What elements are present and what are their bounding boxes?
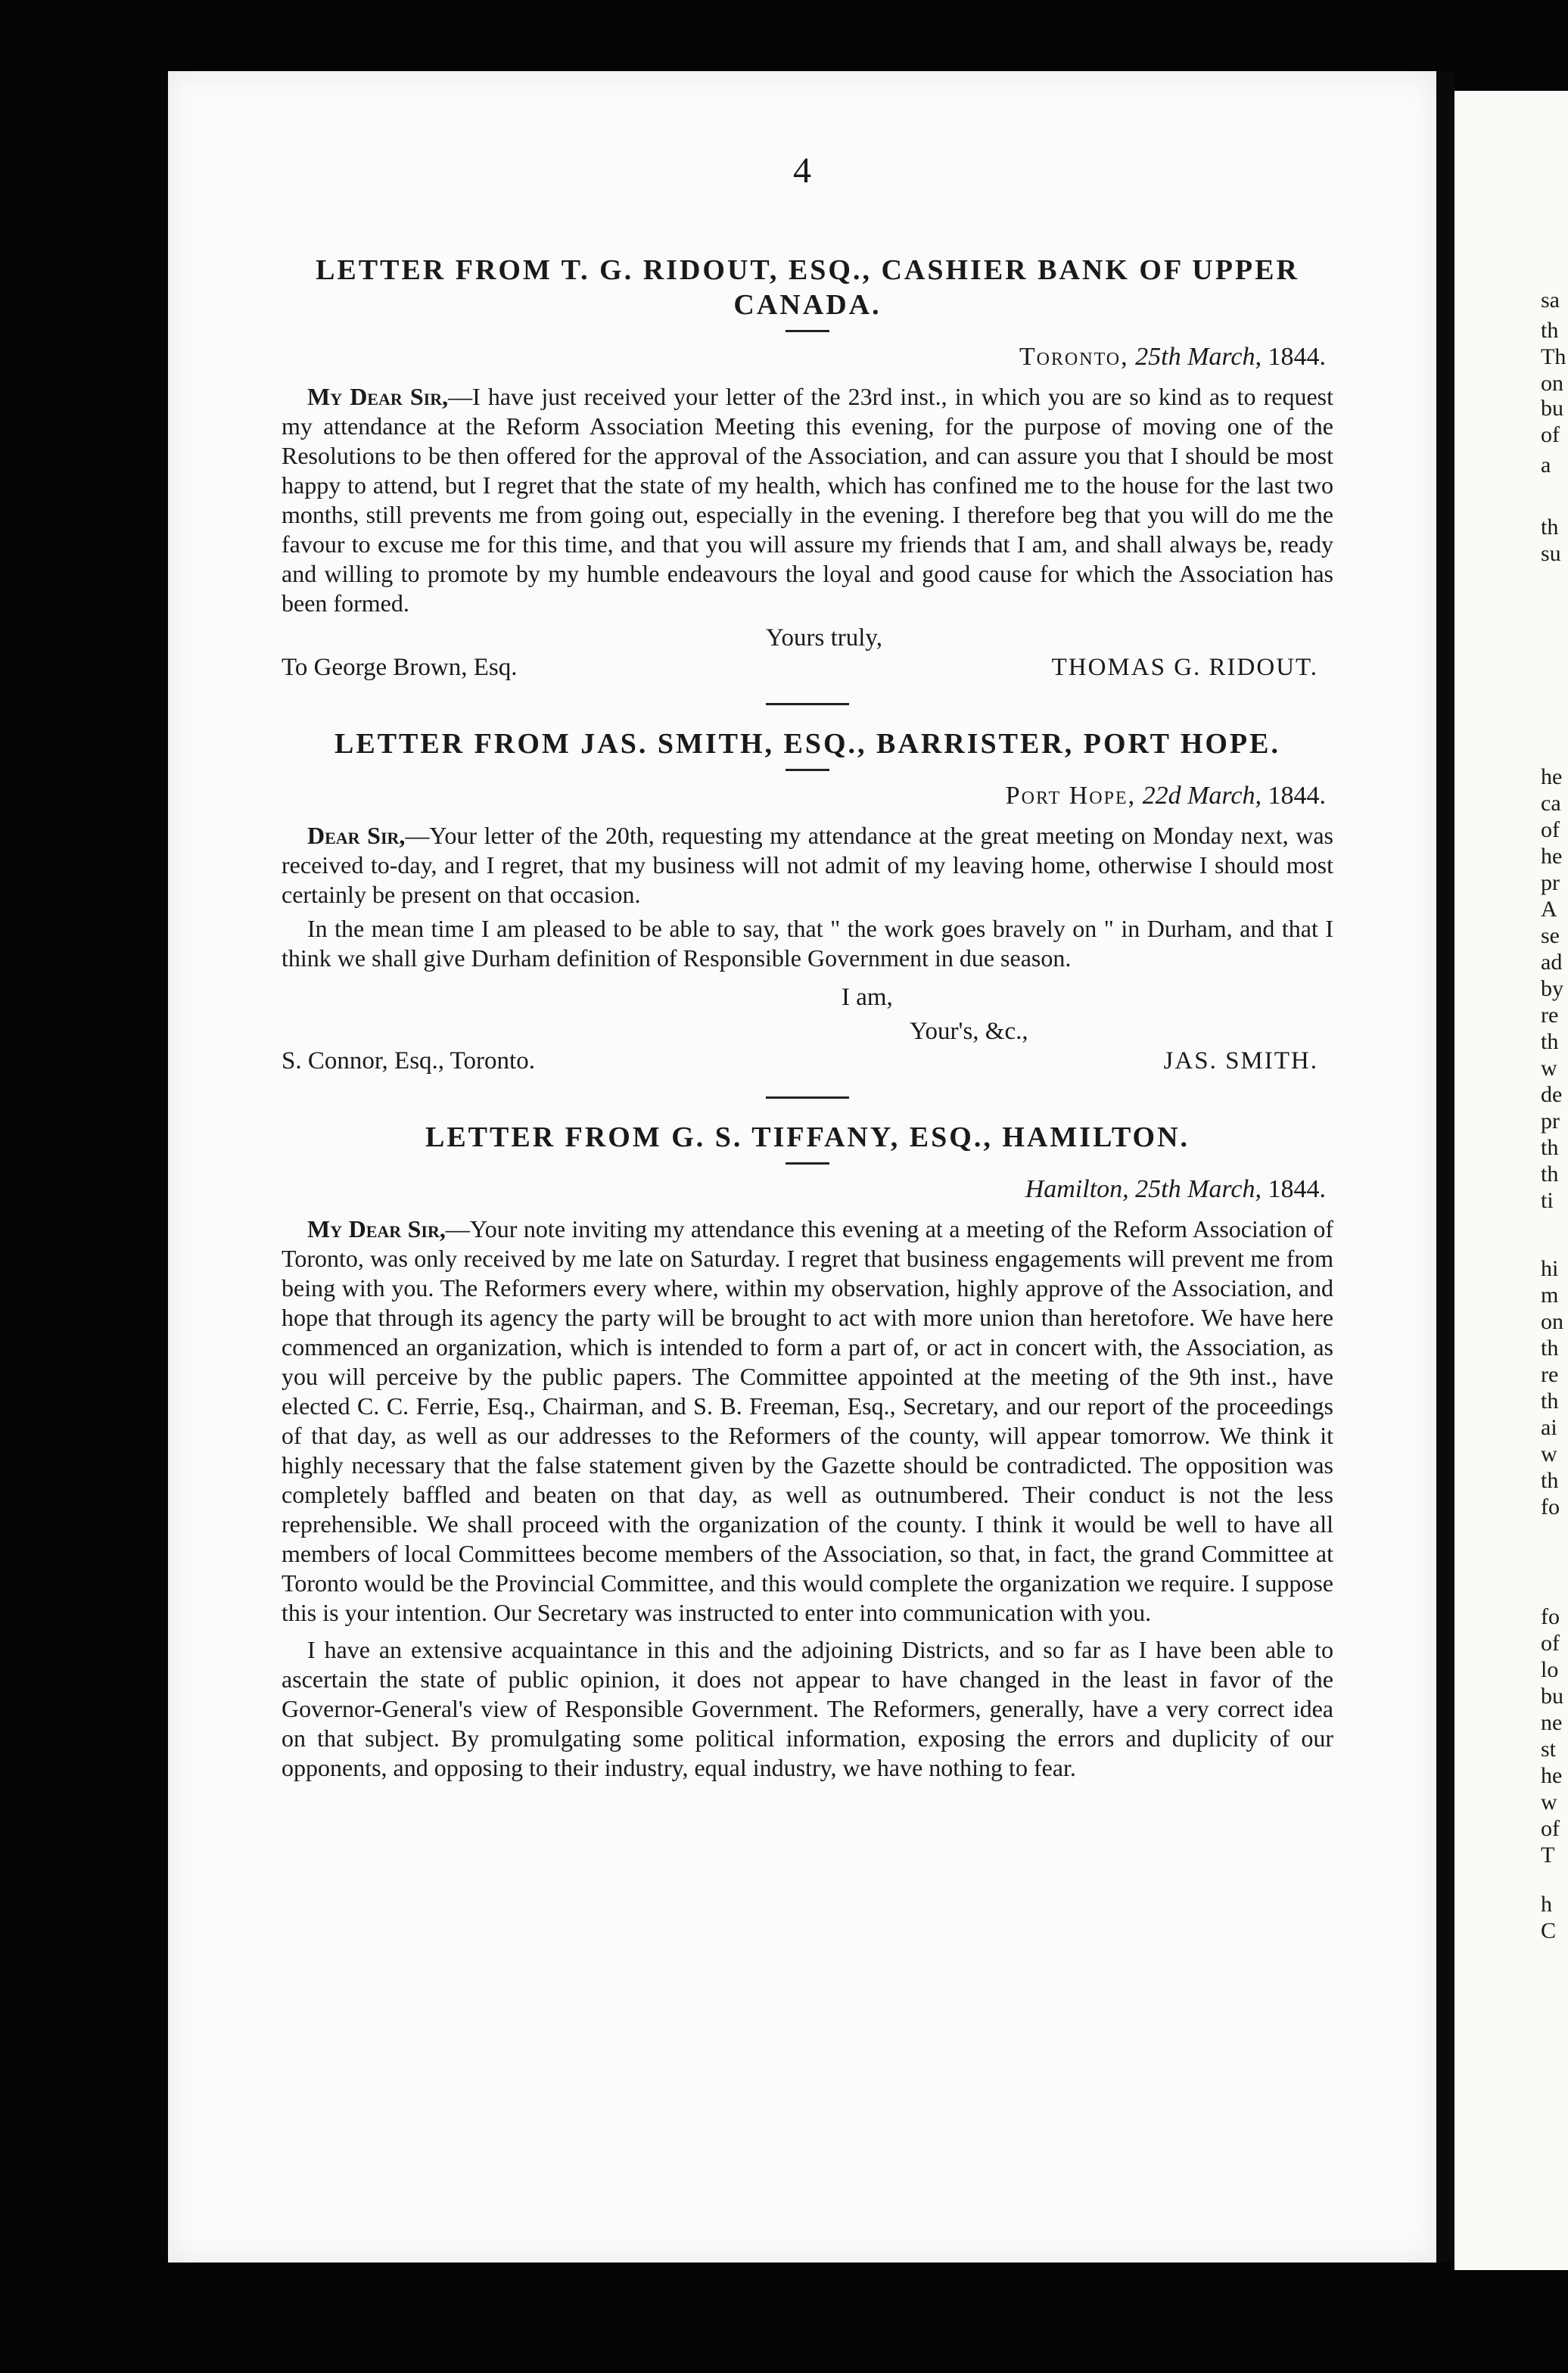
closing: Yours truly,	[766, 624, 883, 652]
adjacent-page-fragment: ne	[1541, 1710, 1563, 1735]
dateline-date: 25th March,	[1135, 1175, 1262, 1203]
dateline	[282, 782, 1326, 810]
adjacent-page-fragment: fo	[1541, 1494, 1560, 1519]
letter-paragraph	[282, 382, 1333, 618]
adjacent-page-edge	[1454, 91, 1568, 2270]
adjacent-page-fragment: T	[1541, 1843, 1555, 1868]
adjacent-page-fragment: he	[1541, 1763, 1563, 1788]
adjacent-page-fragment: h	[1541, 1892, 1552, 1917]
paragraph-text: —I have just received your letter of the 23rd inst., in which you are so kind as to request my attendance at the Reform Association Meeting this evening, for the purpose of moving one of the Resolutions to be then offered for the approval of the Association, and can assure you that I should be most happy to attend, but I regret that the state of my health, which has confined me to the house for the last two months, still prevents me from going out, especially in the evening. I therefore beg that you will do me the favour to excuse me for this time, and that you will assure my friends that I am, and shall always be, ready and willing to promote by my humble endeavours the loyal and good cause for which the Association has been formed.	[282, 383, 1333, 617]
adjacent-page-fragment: lo	[1541, 1657, 1559, 1682]
adjacent-page-fragment: bu	[1541, 396, 1563, 421]
paragraph-text: —Your note inviting my attendance this evening at a meeting of the Reform Association of Toronto, was only received by me late on Saturday. I regret that business engagements will prevent me from being with you. The Reformers every where, within my observation, highly approve of the Association, and hope that through its agency the party will be brought to act with more union than heretofore. We have here commenced an organization, which is intended to form a part of, or act in concert with, the Association, as you will perceive by the public papers. The Committee appointed at the meeting of the 9th inst., have elected C. C. Ferrie, Esq., Chairman, and S. B. Freeman, Esq., Secretary, and our report of the proceedings of that day, as well as our addresses to the Reformers of the county, will appear tomorrow. We think it highly necessary that the false statement given by the Gazette should be contradicted. The opposition was completely baffled and beaten on that day, as well as outnumbered. Their conduct is not the less reprehensible. We shall proceed with the organization of the county. I think it would be well to have all members of local Committees become members of the Association, so that, in fact, the grand Committee at Toronto would be the Provincial Committee, and this would complete the organization we require. I suppose this is your intention. Our Secretary was instructed to enter into communication with you.	[282, 1215, 1333, 1626]
adjacent-page-fragment: w	[1541, 1790, 1557, 1815]
dateline-date: 22d March,	[1142, 782, 1262, 810]
dateline-place: Hamilton,	[1025, 1175, 1129, 1203]
adjacent-page-fragment: w	[1541, 1442, 1557, 1466]
adjacent-page-fragment: m	[1541, 1283, 1559, 1308]
dateline	[282, 1175, 1326, 1204]
signature: THOMAS G. RIDOUT.	[1051, 654, 1318, 681]
heading-dash	[786, 1162, 829, 1165]
dateline-place: Toronto,	[1019, 343, 1129, 371]
salutation: Dear Sir,	[307, 822, 406, 849]
adjacent-page-fragment: re	[1541, 1362, 1559, 1387]
adjacent-page-fragment: sa	[1541, 288, 1560, 313]
page-gutter	[1436, 71, 1454, 2263]
section-divider	[766, 1096, 849, 1099]
closing-line-2: Your's, &c.,	[910, 1018, 1028, 1045]
salutation: My Dear Sir,	[307, 383, 449, 410]
adjacent-page-fragment: on	[1541, 371, 1563, 396]
dateline-year: 1844.	[1268, 1175, 1326, 1203]
adjacent-page-fragment: th	[1541, 1336, 1559, 1361]
letter-paragraph	[282, 821, 1333, 910]
adjacent-page-fragment: pr	[1541, 870, 1560, 895]
letter-paragraph	[282, 1214, 1333, 1628]
adjacent-page-fragment: th	[1541, 515, 1559, 540]
adjacent-page-fragment: of	[1541, 1631, 1560, 1656]
adjacent-page-fragment: re	[1541, 1003, 1559, 1028]
letter-heading: LETTER FROM T. G. RIDOUT, ESQ., CASHIER BANK OF UPPER CANADA.	[316, 254, 1299, 321]
signature-row	[282, 654, 1333, 682]
page-body	[282, 253, 1333, 1783]
adjacent-page-fragment: hi	[1541, 1256, 1559, 1281]
dateline-year: 1844.	[1268, 343, 1326, 371]
adjacent-page-fragment: on	[1541, 1309, 1563, 1334]
letter-heading: LETTER FROM G. S. TIFFANY, ESQ., HAMILTON.	[425, 1121, 1190, 1153]
adjacent-page-fragment: ai	[1541, 1415, 1557, 1440]
addressee: S. Connor, Esq., Toronto.	[282, 1047, 535, 1075]
adjacent-page-fragment: th	[1541, 318, 1559, 343]
signature-row	[282, 1047, 1333, 1075]
adjacent-page-fragment: se	[1541, 923, 1560, 948]
scanned-page	[168, 71, 1436, 2263]
section-divider	[766, 703, 849, 705]
adjacent-page-fragment: th	[1541, 1135, 1559, 1160]
paragraph-text: —Your letter of the 20th, requesting my attendance at the great meeting on Monday next, was received to-day, and I regret, that my business will not admit of my leaving home, otherwise I should most certainly be present on that occasion.	[282, 822, 1333, 908]
adjacent-page-fragment: ti	[1541, 1188, 1554, 1213]
adjacent-page-fragment: th	[1541, 1162, 1559, 1186]
letter-ridout	[282, 253, 1333, 682]
adjacent-page-fragment: st	[1541, 1737, 1557, 1762]
signature: JAS. SMITH.	[1163, 1047, 1318, 1075]
adjacent-page-fragment: pr	[1541, 1109, 1560, 1134]
adjacent-page-fragment: w	[1541, 1056, 1557, 1081]
adjacent-page-fragment: ad	[1541, 950, 1563, 975]
dateline-year: 1844.	[1268, 782, 1326, 810]
heading-dash	[786, 330, 829, 332]
letter-heading: LETTER FROM JAS. SMITH, ESQ., BARRISTER, PORT HOPE.	[334, 728, 1280, 760]
adjacent-page-fragment: fo	[1541, 1604, 1560, 1629]
adjacent-page-fragment: of	[1541, 422, 1560, 447]
adjacent-page-fragment: bu	[1541, 1684, 1563, 1709]
closing-line-1: I am,	[842, 984, 893, 1011]
dateline-place: Port Hope,	[1005, 782, 1137, 810]
adjacent-page-fragment: th	[1541, 1468, 1559, 1493]
page-number: 4	[793, 151, 811, 191]
adjacent-page-fragment: C	[1541, 1918, 1557, 1943]
adjacent-page-fragment: th	[1541, 1029, 1559, 1054]
addressee: To George Brown, Esq.	[282, 654, 518, 681]
adjacent-page-fragment: de	[1541, 1082, 1563, 1107]
adjacent-page-fragment: of	[1541, 1816, 1560, 1841]
adjacent-page-fragment: Th	[1541, 344, 1566, 369]
adjacent-page-fragment: by	[1541, 976, 1563, 1001]
adjacent-page-fragment: he	[1541, 764, 1563, 789]
letter-smith	[282, 726, 1333, 1075]
adjacent-page-fragment: of	[1541, 817, 1560, 842]
letter-paragraph: In the mean time I am pleased to be able to say, that " the work goes bravely on " in Durham, and that I think we shall give Durham definition of Responsible Government in due season.	[282, 915, 1333, 972]
heading-dash	[786, 769, 829, 771]
letter-tiffany	[282, 1120, 1333, 1783]
adjacent-page-fragment: he	[1541, 844, 1563, 869]
adjacent-page-fragment: a	[1541, 453, 1551, 477]
dateline-date: 25th March,	[1135, 343, 1262, 371]
adjacent-page-fragment: ca	[1541, 791, 1561, 816]
dateline	[282, 343, 1326, 372]
adjacent-page-fragment: su	[1541, 541, 1561, 566]
adjacent-page-fragment: A	[1541, 897, 1557, 922]
adjacent-page-fragment: th	[1541, 1389, 1559, 1414]
salutation: My Dear Sir,	[307, 1215, 446, 1242]
letter-paragraph: I have an extensive acquaintance in this and the adjoining Districts, and so far as I have been able to ascertain the state of public opinion, it does not appear to have changed in the least in favor of the Governor-General's view of Responsible Government. The Reformers, generally, have a very correct idea on that subject. By promulgating some political information, exposing the errors and duplicity of our opponents, and opposing to their industry, equal industry, we have nothing to fear.	[282, 1636, 1333, 1781]
